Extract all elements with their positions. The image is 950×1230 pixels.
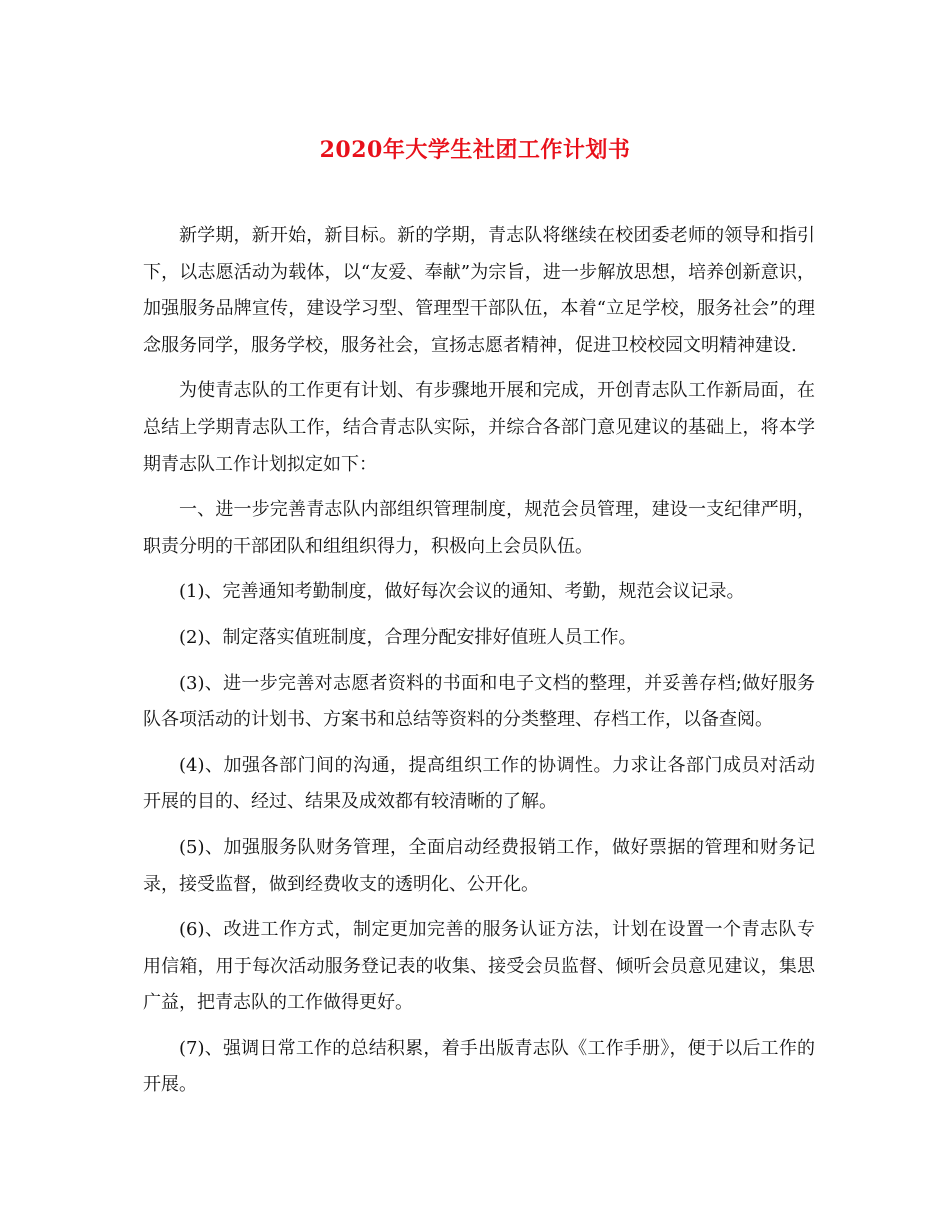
paragraph-purpose: 为使青志队的工作更有计划、有步骤地开展和完成，开创青志队工作新局面，在总结上学期青志队工作，结合青志队实际，并综合各部门意见建议的基础上，将本学期青志队工作计划拟定如下：: [143, 380, 815, 475]
paragraph-item-4: (4)、加强各部门间的沟通，提高组织工作的协调性。力求让各部门成员对活动开展的目的、经过、结果及成效都有较清晰的了解。: [143, 754, 815, 813]
document-title: 2020年大学生社团工作计划书: [319, 137, 631, 163]
paragraph-item-3: (3)、进一步完善对志愿者资料的书面和电子文档的整理，并妥善存档;做好服务队各项活动的计划书、方案书和总结等资料的分类整理、存档工作，以备查阅。: [143, 672, 815, 731]
paragraph-item-6: (6)、改进工作方式，制定更加完善的服务认证方法，计划在设置一个青志队专用信箱，用于每次活动服务登记表的收集、接受会员监督、倾听会员意见建议，集思广益，把青志队的工作做得更好。: [143, 919, 815, 1014]
paragraph-item-1: (1)、完善通知考勤制度，做好每次会议的通知、考勤，规范会议记录。: [179, 581, 745, 603]
document-body: [143, 218, 815, 1113]
paragraph-section-one: 一、进一步完善青志队内部组织管理制度，规范会员管理，建设一支纪律严明，职责分明的干部团队和组组织得力，积极向上会员队伍。: [143, 499, 815, 557]
paragraph-item-7: (7)、强调日常工作的总结积累，着手出版青志队《工作手册》，便于以后工作的开展。: [143, 1037, 815, 1096]
paragraph-intro: 新学期，新开始，新目标。新的学期，青志队将继续在校团委老师的领导和指引下，以志愿活动为载体，以“友爱、奉献”为宗旨，进一步解放思想，培养创新意识，加强服务品牌宣传，建设学习型、管理型干部队伍，本着“立足学校，服务社会”的理念服务同学，服务学校，服务社会，宣扬志愿者精神，促进卫校校园文明精神建设.: [143, 225, 815, 356]
paragraph-item-2: (2)、制定落实值班制度，合理分配安排好值班人员工作。: [179, 626, 637, 648]
paragraph-item-5: (5)、加强服务队财务管理，全面启动经费报销工作，做好票据的管理和财务记录，接受监督，做到经费收支的透明化、公开化。: [143, 836, 815, 895]
